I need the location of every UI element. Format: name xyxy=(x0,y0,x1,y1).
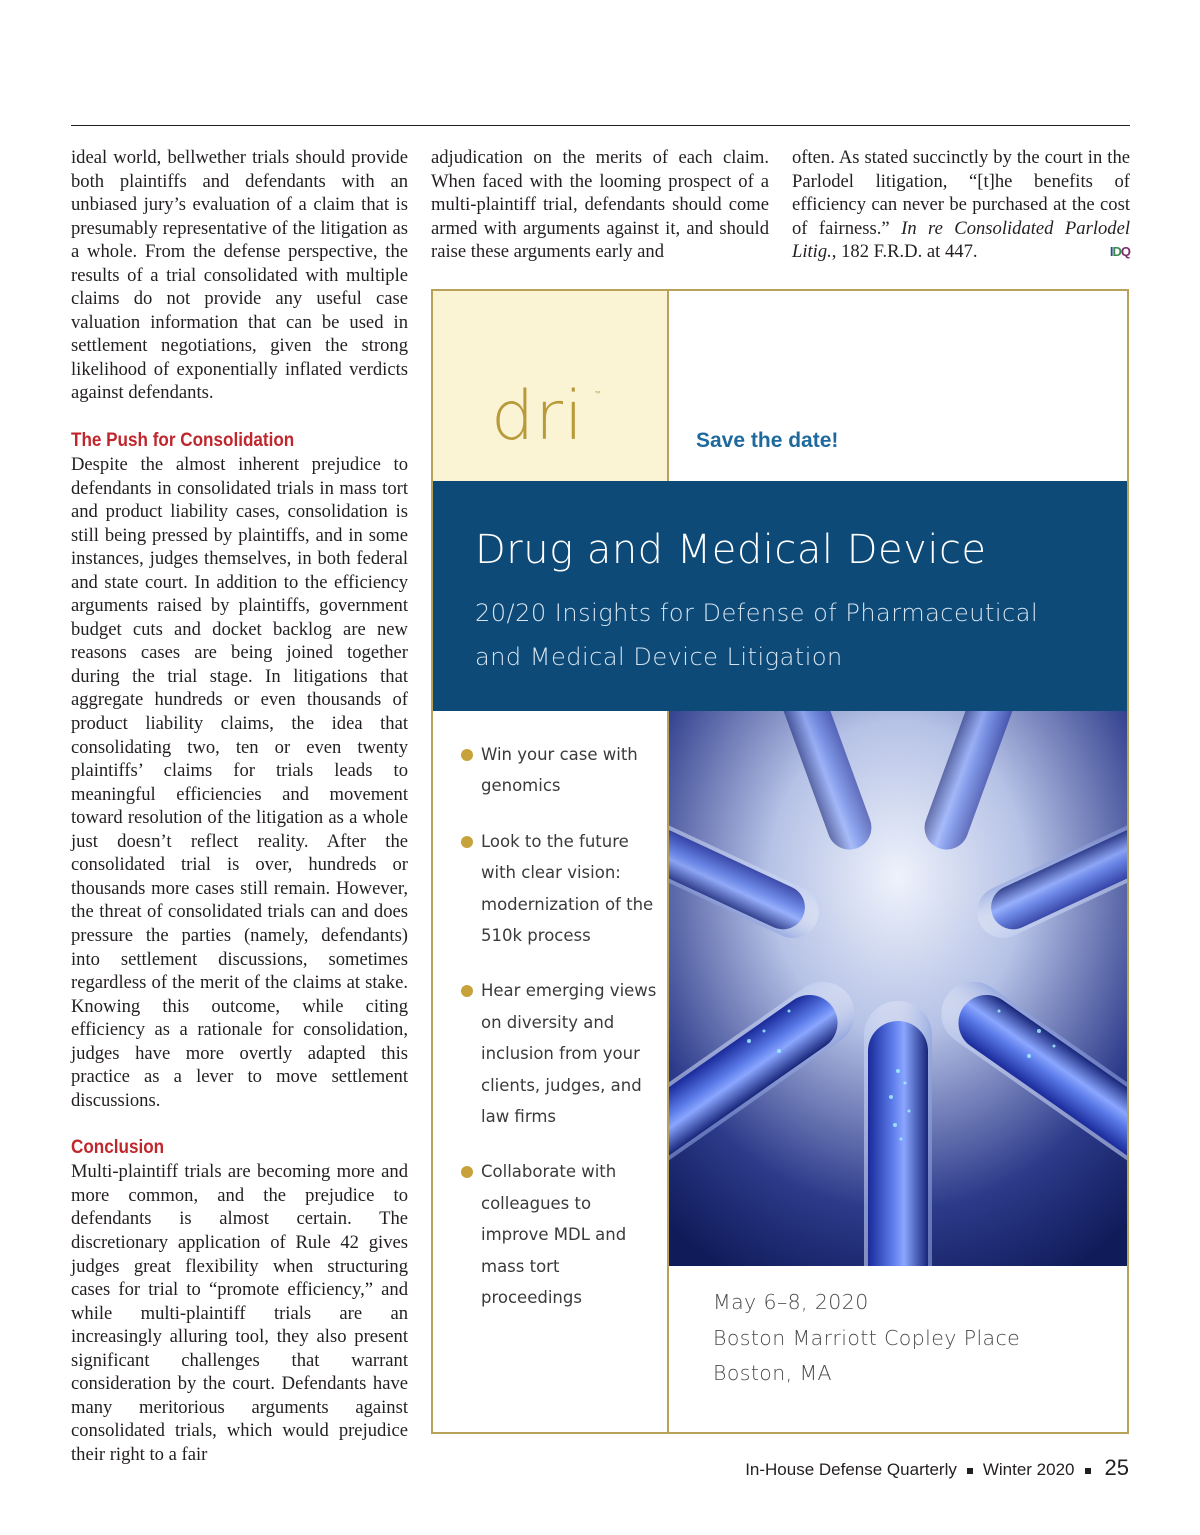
event-date: May 6–8, 2020 xyxy=(713,1290,869,1314)
publication-name: In-House Defense Quarterly xyxy=(745,1460,957,1479)
idq-end-mark xyxy=(1110,245,1130,258)
paragraph: ideal world, bellwether trials should provide both plaintiffs and defendants with an unbiased jury’s evaluation of a claim that is presumably representative of the litigation as a whole. From the defense perspective, the results of a trial consolidated with multiple claims do not provide any useful case valuation information that can be used in settlement negotiations, given the strong likelihood of exponentially inflated verdicts against defendants. xyxy=(71,147,408,404)
paragraph: Multi-plaintiff trials are becoming more and more common, and the prejudice to defendants is almost certain. The discretionary application of Rule 42 gives judges great flexibility when structuring cases for trial to “promote efficiency,” and while multi-plaintiff trials are an increasingly alluring tool, they also present significant challenges that warrant consideration by the court. Defendants have many meritorious arguments against consolidated trials, which would prejudice their right to a fair xyxy=(71,1161,408,1465)
article-column-1 xyxy=(71,146,408,1466)
article-column-2 xyxy=(431,146,769,264)
bullet-item: Look to the future with clear vision: modernization of the 510k process xyxy=(461,826,661,952)
paragraph: often. As stated succinctly by the court in the Parlodel litigation, “[t]he benefits of efficiency can never be purchased at the cost of fairness.” In re Consolidated Parlodel Litig., 182 F.R.D. at 447. IDQ xyxy=(792,147,1130,263)
paragraph: adjudication on the merits of each claim. When faced with the looming prospect of a multi-plaintiff trial, defendants should come armed with arguments against it, and should raise these arguments early and xyxy=(431,147,769,263)
bullet-item: Hear emerging views on diversity and inclusion from your clients, judges, and law firms xyxy=(461,975,661,1132)
article-column-3 xyxy=(792,146,1130,264)
ad-subtitle xyxy=(475,591,1038,679)
case-citation: In re Consolidated Parlodel Litig. xyxy=(792,217,1130,263)
separator-square xyxy=(967,1468,973,1474)
page-footer xyxy=(745,1455,1129,1481)
section-heading: Conclusion xyxy=(71,1137,165,1159)
idq-d: D xyxy=(1112,244,1121,260)
bullet-item: Win your case with genomics xyxy=(461,739,661,802)
paragraph: Despite the almost inherent prejudice to defendants in consolidated trials in mass tort and product liability cases, consolidation is still being pressed by plaintiffs, and in some instances, judges themselves, in both federal and state court. In addition to the efficiency arguments raised by plaintiffs, government budget cuts and docket backlog are new reasons cases are being joined together during the trial stage. In litigations that aggregate hundreds or even thousands of product liability claims, the idea that consolidating two, ten or even twenty plaintiffs’ claims for trials leads to meaningful efficiencies and movement toward resolution of the litigation as a whole just doesn’t reflect reality. After the consolidated trial is over, hundreds or thousands more cases still remain. However, the threat of consolidated trials can and does pressure the parties (namely, defendants) into settlement discussions, sometimes regardless of the merit of the claims at stake. Knowing this outcome, while citing efficiency as a rationale for consolidation, judges have more overtly adapted this practice as a lever to move settlement discussions. xyxy=(71,454,408,1111)
section-heading: The Push for Consolidation xyxy=(71,430,295,452)
page-number: 25 xyxy=(1104,1455,1129,1480)
logo-panel xyxy=(433,291,669,481)
event-details xyxy=(713,1285,1020,1392)
separator-square xyxy=(1085,1468,1091,1474)
ad-title: Drug and Medical Device xyxy=(475,527,987,573)
subtitle-line-1: 20/20 Insights for Defense of Pharmaceutical xyxy=(475,599,1039,627)
top-rule xyxy=(71,125,1130,126)
idq-i: I xyxy=(1109,244,1113,260)
idq-q: Q xyxy=(1120,244,1130,260)
subtitle-line-2: and Medical Device Litigation xyxy=(475,643,843,671)
ad-banner xyxy=(433,481,1127,711)
bullet-item: Collaborate with colleagues to improve MDL and mass tort proceedings xyxy=(461,1156,661,1313)
test-tubes-photo xyxy=(669,711,1127,1266)
photo-illustration xyxy=(669,711,1127,1266)
dri-advertisement[interactable] xyxy=(431,289,1129,1434)
dri-logo: dri xyxy=(491,377,585,456)
bullet-list xyxy=(461,739,661,1338)
ad-bullet-panel xyxy=(433,711,669,1432)
event-city: Boston, MA xyxy=(713,1361,832,1386)
trademark: ™ xyxy=(594,390,602,399)
issue-label: Winter 2020 xyxy=(982,1460,1075,1479)
event-venue: Boston Marriott Copley Place xyxy=(713,1325,1021,1350)
save-the-date: Save the date! xyxy=(696,429,839,452)
